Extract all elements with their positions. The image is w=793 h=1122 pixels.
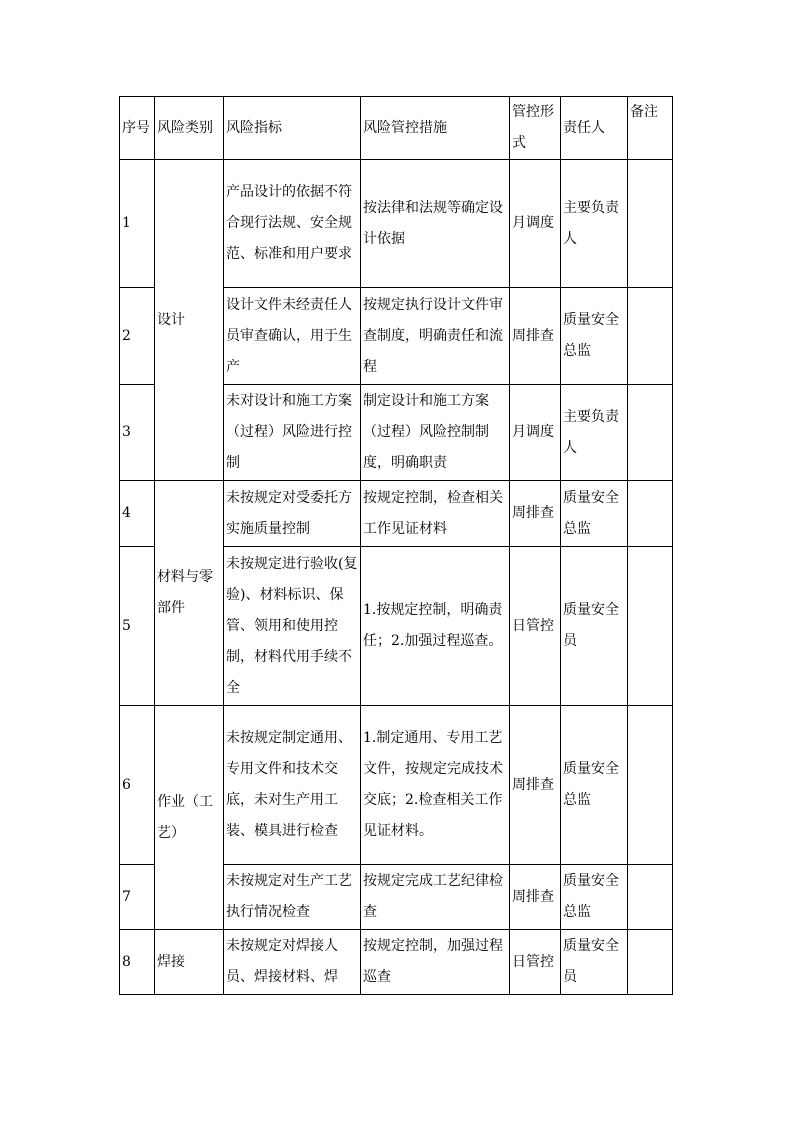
control-form-cell: 周排查 (510, 288, 561, 385)
header-indicator: 风险指标 (224, 97, 361, 160)
indicator-cell: 产品设计的依据不符合现行法规、安全规范、标准和用户要求 (224, 160, 361, 288)
risk-control-table (119, 96, 673, 995)
indicator-cell: 未按规定进行验收(复验)、材料标识、保管、领用和使用控制，材料代用手续不全 (224, 547, 361, 706)
measure-cell: 1.按规定控制，明确责任；2.加强过程巡查。 (361, 547, 510, 706)
seq-cell: 3 (120, 385, 155, 481)
remark-cell (628, 288, 673, 385)
measure-cell: 制定设计和施工方案（过程）风险控制制度，明确职责 (361, 385, 510, 481)
owner-cell: 质量安全员 (561, 930, 628, 995)
category-cell-materials: 材料与零部件 (155, 481, 224, 706)
control-form-cell: 月调度 (510, 385, 561, 481)
remark-cell (628, 865, 673, 930)
header-category: 风险类别 (155, 97, 224, 160)
remark-cell (628, 160, 673, 288)
control-form-cell: 月调度 (510, 160, 561, 288)
remark-cell (628, 930, 673, 995)
seq-cell: 4 (120, 481, 155, 547)
seq-cell: 1 (120, 160, 155, 288)
seq-cell: 8 (120, 930, 155, 995)
control-form-cell: 日管控 (510, 547, 561, 706)
remark-cell (628, 706, 673, 865)
control-form-cell: 周排查 (510, 865, 561, 930)
remark-cell (628, 481, 673, 547)
header-owner: 责任人 (561, 97, 628, 160)
indicator-cell: 设计文件未经责任人员审查确认，用于生产 (224, 288, 361, 385)
measure-cell: 按规定执行设计文件审查制度，明确责任和流程 (361, 288, 510, 385)
owner-cell: 质量安全员 (561, 547, 628, 706)
seq-cell: 7 (120, 865, 155, 930)
indicator-cell: 未按规定对受委托方实施质量控制 (224, 481, 361, 547)
control-form-cell: 周排查 (510, 481, 561, 547)
measure-cell: 按规定控制，加强过程巡查 (361, 930, 510, 995)
indicator-cell: 未按规定对焊接人员、焊接材料、焊 (224, 930, 361, 995)
measure-cell: 按规定完成工艺纪律检查 (361, 865, 510, 930)
header-control-form: 管控形式 (510, 97, 561, 160)
owner-cell: 主要负责人 (561, 160, 628, 288)
remark-cell (628, 385, 673, 481)
table-header-row (120, 97, 673, 160)
owner-cell: 主要负责人 (561, 385, 628, 481)
table-row (120, 706, 673, 865)
owner-cell: 质量安全总监 (561, 865, 628, 930)
seq-cell: 6 (120, 706, 155, 865)
measure-cell: 1.制定通用、专用工艺文件，按规定完成技术交底；2.检查相关工作见证材料。 (361, 706, 510, 865)
category-cell-design: 设计 (155, 160, 224, 481)
header-seq: 序号 (120, 97, 155, 160)
header-remark: 备注 (628, 97, 673, 160)
control-form-cell: 日管控 (510, 930, 561, 995)
remark-cell (628, 547, 673, 706)
category-cell-operation: 作业（工艺） (155, 706, 224, 930)
indicator-cell: 未对设计和施工方案（过程）风险进行控制 (224, 385, 361, 481)
seq-cell: 2 (120, 288, 155, 385)
header-measure: 风险管控措施 (361, 97, 510, 160)
indicator-cell: 未按规定对生产工艺执行情况检查 (224, 865, 361, 930)
table-row (120, 481, 673, 547)
measure-cell: 按法律和法规等确定设计依据 (361, 160, 510, 288)
measure-cell: 按规定控制，检查相关工作见证材料 (361, 481, 510, 547)
owner-cell: 质量安全总监 (561, 288, 628, 385)
category-cell-welding: 焊接 (155, 930, 224, 995)
owner-cell: 质量安全总监 (561, 706, 628, 865)
seq-cell: 5 (120, 547, 155, 706)
table-row (120, 160, 673, 288)
owner-cell: 质量安全总监 (561, 481, 628, 547)
indicator-cell: 未按规定制定通用、专用文件和技术交底，未对生产用工装、模具进行检查 (224, 706, 361, 865)
table-row (120, 930, 673, 995)
control-form-cell: 周排查 (510, 706, 561, 865)
